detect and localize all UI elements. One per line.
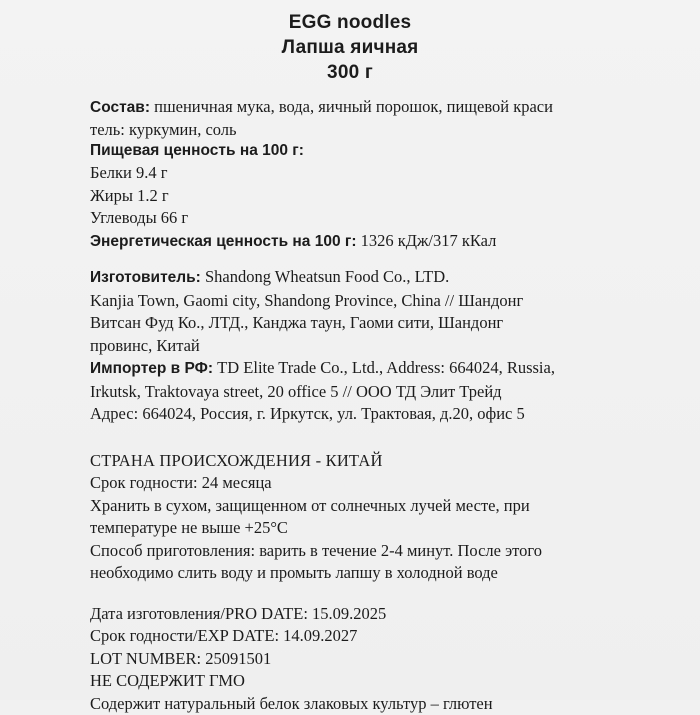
product-weight: 300 г [0,60,700,85]
importer-text-2: Irkutsk, Traktovaya street, 20 office 5 // ООО ТД Элит Трейд [90,381,690,404]
importer-text-1: TD Elite Trade Co., Ltd., Address: 664024, Russia, [217,358,555,377]
country-of-origin: СТРАНА ПРОИСХОЖДЕНИЯ - КИТАЙ [90,450,690,473]
nutrition-title: Пищевая ценность на 100 г: [90,140,690,163]
composition-text-1: пшеничная мука, вода, яичный порошок, пищевой краси [154,97,553,116]
manufacturer-label: Изготовитель: [90,269,201,286]
production-date: Дата изготовления/PRO DATE: 15.09.2025 [90,603,690,626]
label-body [90,96,690,715]
composition-label: Состав: [90,99,150,116]
importer-text-3: Адрес: 664024, Россия, г. Иркутск, ул. Трактовая, д.20, офис 5 [90,403,690,426]
energy-line [90,230,690,254]
energy-label: Энергетическая ценность на 100 г: [90,233,357,250]
manufacturer-address-1: Kanjia Town, Gaomi city, Shandong Province, China // Шандонг [90,290,690,313]
nutrition-fat: Жиры 1.2 г [90,185,690,208]
preparation-text-2: необходимо слить воду и промыть лапшу в холодной воде [90,562,690,585]
product-title-ru: Лапша яичная [0,35,700,60]
label-header [0,0,700,85]
manufacturer-name: Shandong Wheatsun Food Co., LTD. [205,267,449,286]
preparation-text-1: Способ приготовления: варить в течение 2-4 минут. После этого [90,540,690,563]
nutrition-protein: Белки 9.4 г [90,162,690,185]
storage-text-1: Хранить в сухом, защищенном от солнечных лучей месте, при [90,495,690,518]
importer-label: Импортер в РФ: [90,360,213,377]
importer-line [90,357,690,381]
nutrition-carbs: Углеводы 66 г [90,207,690,230]
gmo-statement: НЕ СОДЕРЖИТ ГМО [90,670,690,693]
manufacturer-address-2: Витсан Фуд Ко., ЛТД., Канджа таун, Гаоми сити, Шандонг [90,312,690,335]
composition-line-1 [90,96,690,120]
storage-text-2: температуре не выше +25°С [90,517,690,540]
shelf-life: Срок годности: 24 месяца [90,472,690,495]
product-title-en: EGG noodles [0,10,700,35]
expiry-date: Срок годности/EXP DATE: 14.09.2027 [90,625,690,648]
energy-value: 1326 кДж/317 кКал [361,231,497,250]
allergen-statement: Содержит натуральный белок злаковых культур – глютен [90,693,690,715]
composition-text-2: тель: куркумин, соль [90,120,690,140]
lot-number: LOT NUMBER: 25091501 [90,648,690,671]
manufacturer-line [90,266,690,290]
manufacturer-address-3: провинс, Китай [90,335,690,358]
